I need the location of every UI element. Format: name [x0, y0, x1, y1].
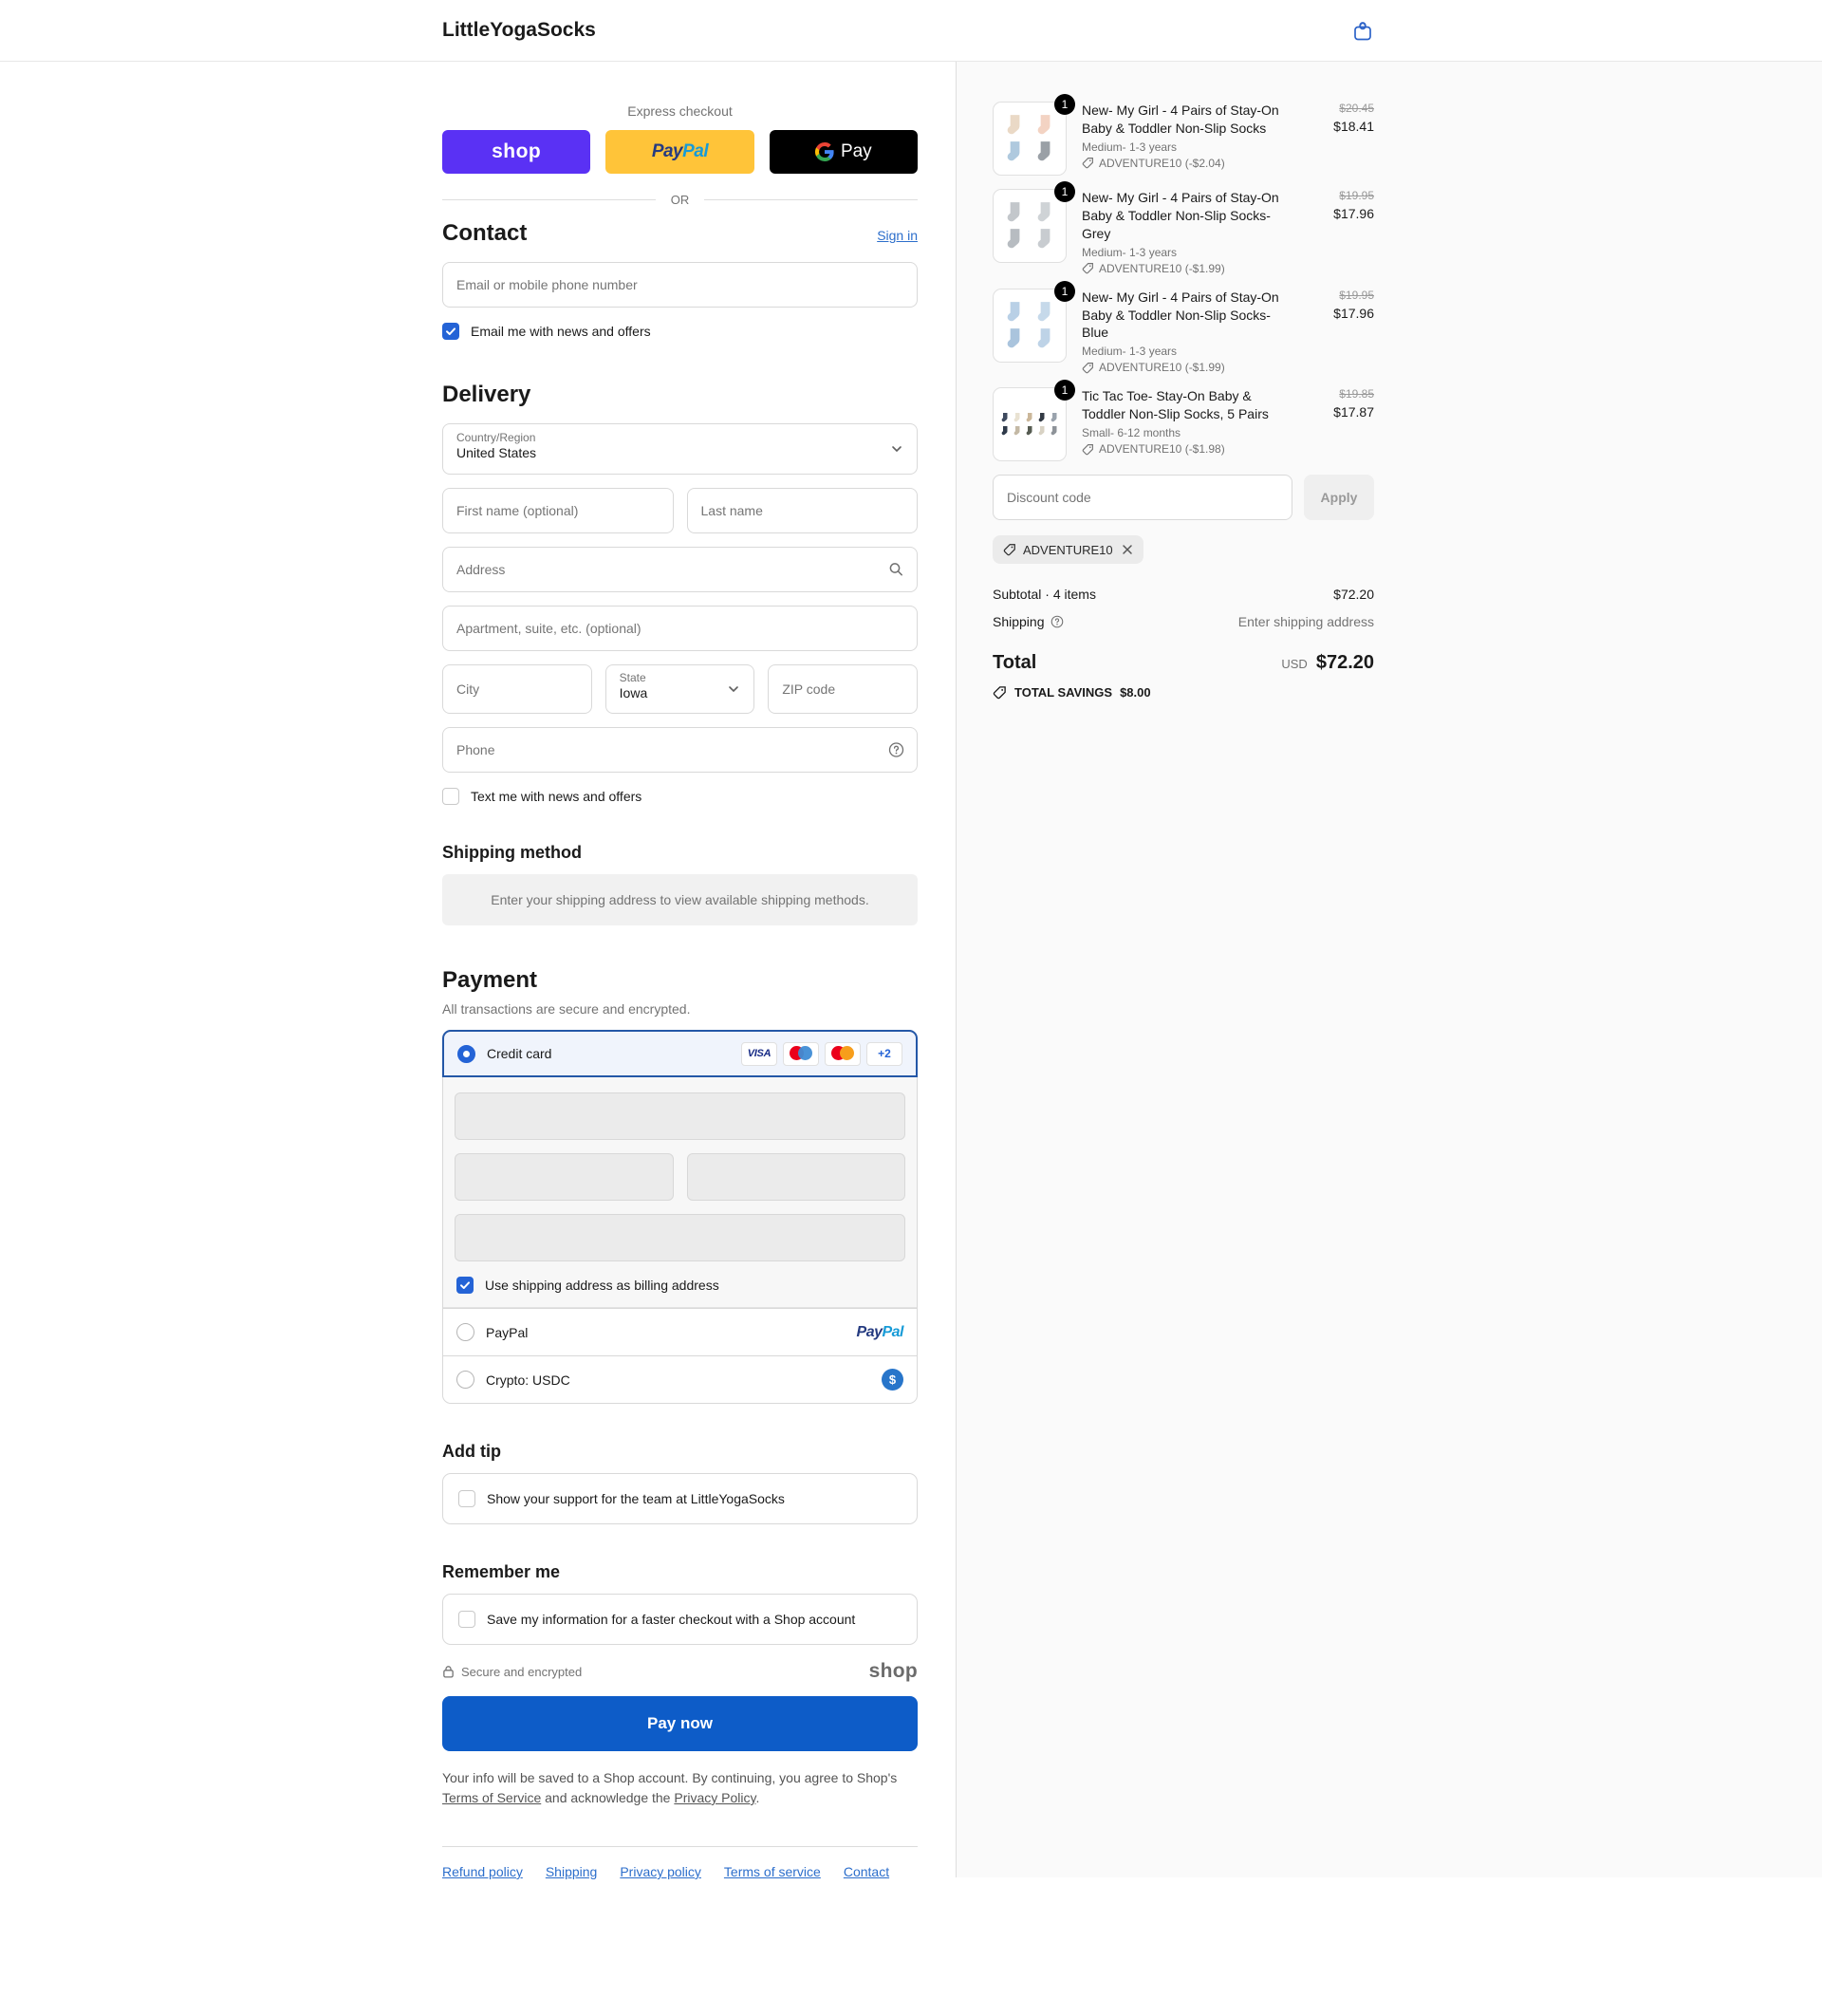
address-field[interactable] — [442, 547, 918, 592]
discount-code-input[interactable] — [993, 475, 1292, 520]
chevron-down-icon — [890, 442, 903, 456]
zip-field[interactable] — [768, 664, 918, 714]
promo-code: ADVENTURE10 (-$1.99) — [1099, 361, 1225, 375]
refund-policy-link[interactable]: Refund policy — [442, 1864, 523, 1879]
payment-heading: Payment — [442, 967, 538, 993]
privacy-policy-footer-link[interactable]: Privacy policy — [620, 1864, 701, 1879]
total-savings — [993, 685, 1374, 700]
order-summary — [956, 62, 1822, 1877]
product-thumbnail — [993, 189, 1067, 263]
radio-unselected-icon — [456, 1323, 474, 1341]
sms-news-checkbox[interactable] — [442, 788, 918, 805]
product-thumbnail — [993, 387, 1067, 461]
radio-unselected-icon — [456, 1371, 474, 1389]
shipping-method-note: Enter your shipping address to view available shipping methods. — [442, 874, 918, 925]
checkbox-unchecked-icon — [458, 1490, 475, 1507]
first-name-field[interactable] — [442, 488, 674, 533]
cart-item — [993, 284, 1374, 375]
product-title: New- My Girl - 4 Pairs of Stay-On Baby & Toddler Non-Slip Socks — [1082, 103, 1279, 136]
product-title: New- My Girl - 4 Pairs of Stay-On Baby & Toddler Non-Slip Socks- Blue — [1082, 289, 1279, 341]
credit-card-label: Credit card — [487, 1046, 552, 1061]
footer-links — [442, 1847, 918, 1908]
card-name-field[interactable] — [455, 1214, 905, 1261]
shop-pay-logo: shop — [492, 140, 542, 162]
country-select[interactable] — [442, 423, 918, 475]
shipping-method-heading: Shipping method — [442, 843, 582, 862]
card-cvv-field[interactable] — [687, 1153, 906, 1201]
promo-code: ADVENTURE10 (-$1.99) — [1099, 261, 1225, 275]
crypto-option-label: Crypto: USDC — [486, 1372, 570, 1388]
product-thumbnail — [993, 102, 1067, 176]
tip-box — [442, 1473, 918, 1524]
product-title: Tic Tac Toe- Stay-On Baby & Toddler Non-Slip Socks, 5 Pairs — [1082, 388, 1269, 422]
more-cards-badge: +2 — [866, 1042, 902, 1066]
product-variant: Medium- 1-3 years — [1082, 140, 1178, 154]
delivery-heading: Delivery — [442, 382, 531, 407]
quantity-badge: 1 — [1054, 281, 1075, 302]
paypal-logo: PayPal — [651, 141, 709, 161]
shop-logo: shop — [868, 1660, 918, 1682]
checkbox-checked-icon — [442, 323, 459, 340]
payment-methods — [442, 1030, 918, 1404]
state-label: State — [619, 671, 646, 684]
terms-of-service-link[interactable]: Terms of Service — [442, 1790, 542, 1805]
billing-address-label: Use shipping address as billing address — [485, 1278, 719, 1293]
crypto-usdc-option[interactable] — [443, 1355, 917, 1403]
add-tip-heading: Add tip — [442, 1442, 501, 1461]
remember-me-label: Save my information for a faster checkout with a Shop account — [487, 1612, 856, 1627]
sign-in-link[interactable]: Sign in — [877, 228, 918, 243]
apply-discount-button[interactable]: Apply — [1304, 475, 1374, 520]
store-name: LittleYogaSocks — [442, 19, 596, 41]
cart-item — [993, 383, 1374, 461]
shipping-label: Shipping — [993, 614, 1045, 630]
subtotal-value: $72.20 — [1333, 587, 1374, 603]
google-pay-button[interactable] — [770, 130, 918, 174]
discount-tags-icon — [993, 685, 1007, 700]
contact-heading: Contact — [442, 220, 528, 246]
country-label: Country/Region — [456, 431, 536, 444]
radio-selected-icon — [457, 1045, 475, 1063]
compare-price: $20.45 — [1339, 102, 1374, 115]
payment-subtitle: All transactions are secure and encrypted. — [442, 1001, 691, 1017]
shipping-link[interactable]: Shipping — [545, 1864, 598, 1879]
paypal-express-button[interactable] — [605, 130, 753, 174]
item-price: $17.96 — [1333, 206, 1374, 221]
help-circle-icon[interactable] — [1050, 615, 1064, 628]
tag-icon — [1082, 362, 1094, 374]
phone-field[interactable] — [442, 727, 918, 773]
product-variant: Medium- 1-3 years — [1082, 245, 1178, 259]
chevron-down-icon — [727, 682, 740, 696]
terms-of-service-footer-link[interactable]: Terms of service — [723, 1864, 821, 1879]
paypal-option-label: PayPal — [486, 1324, 529, 1340]
city-field[interactable] — [442, 664, 592, 714]
tag-icon — [1082, 157, 1094, 169]
express-checkout-label: Express checkout — [627, 103, 733, 119]
card-number-field[interactable] — [455, 1092, 905, 1140]
pay-now-button[interactable]: Pay now — [442, 1696, 918, 1751]
compare-price: $19.95 — [1339, 288, 1374, 302]
shipping-value: Enter shipping address — [1237, 614, 1374, 630]
credit-card-form — [443, 1077, 917, 1308]
help-circle-icon[interactable] — [888, 742, 904, 758]
product-thumbnail — [993, 289, 1067, 363]
quantity-badge: 1 — [1054, 380, 1075, 401]
checkout-header — [0, 0, 1822, 62]
subtotal-label: Subtotal · 4 items — [993, 587, 1096, 603]
mastercard-icon — [825, 1042, 861, 1066]
total-label: Total — [993, 652, 1037, 674]
applied-discount-code: ADVENTURE10 — [1023, 542, 1113, 557]
remember-me-checkbox[interactable] — [458, 1611, 855, 1628]
compare-price: $19.95 — [1339, 189, 1374, 202]
cart-item — [993, 185, 1374, 275]
apartment-field[interactable] — [442, 606, 918, 651]
last-name-field[interactable] — [687, 488, 919, 533]
credit-card-option[interactable] — [442, 1030, 918, 1077]
email-news-checkbox[interactable] — [442, 323, 918, 340]
maestro-icon — [783, 1042, 819, 1066]
promo-code: ADVENTURE10 (-$1.98) — [1099, 442, 1225, 457]
product-title: New- My Girl - 4 Pairs of Stay-On Baby & Toddler Non-Slip Socks- Grey — [1082, 190, 1279, 241]
secure-label: Secure and encrypted — [461, 1664, 583, 1679]
legal-text: Your info will be saved to a Shop account. By continuing, you agree to Shop's Terms of Service and acknowledge the Privacy Policy. — [442, 1770, 898, 1805]
checkbox-unchecked-icon — [458, 1611, 475, 1628]
billing-address-checkbox[interactable] — [456, 1277, 905, 1294]
currency-code: USD — [1281, 657, 1308, 672]
country-value: United States — [456, 445, 537, 460]
checkout-main-column — [0, 62, 956, 1908]
lock-icon — [442, 1665, 455, 1678]
remember-me-box — [442, 1594, 918, 1645]
cart-item — [993, 98, 1374, 176]
email-news-label: Email me with news and offers — [471, 324, 651, 339]
paypal-option[interactable] — [443, 1308, 917, 1355]
privacy-policy-link[interactable]: Privacy Policy — [674, 1790, 756, 1805]
item-price: $18.41 — [1333, 119, 1374, 134]
quantity-badge: 1 — [1054, 181, 1075, 202]
state-select[interactable] — [605, 664, 755, 714]
sms-news-label: Text me with news and offers — [471, 789, 642, 804]
contact-link[interactable]: Contact — [843, 1864, 890, 1879]
visa-icon: VISA — [741, 1042, 777, 1066]
product-variant: Small- 6-12 months — [1082, 426, 1181, 440]
applied-discount-pill — [993, 535, 1143, 564]
item-price: $17.87 — [1333, 404, 1374, 420]
tip-checkbox[interactable] — [458, 1490, 785, 1507]
card-expiry-field[interactable] — [455, 1153, 674, 1201]
tag-icon — [1082, 262, 1094, 274]
state-value: Iowa — [619, 685, 648, 700]
product-variant: Medium- 1-3 years — [1082, 345, 1178, 359]
google-g-icon — [815, 142, 834, 161]
quantity-badge: 1 — [1054, 94, 1075, 115]
usdc-icon: $ — [882, 1369, 903, 1391]
remove-discount-icon[interactable] — [1122, 544, 1133, 555]
gpay-label: Pay — [840, 141, 872, 161]
paypal-logo: Pay Pal — [856, 1323, 903, 1340]
promo-code: ADVENTURE10 (-$2.04) — [1099, 156, 1225, 170]
tip-label: Show your support for the team at LittleYogaSocks — [487, 1491, 785, 1506]
item-price: $17.96 — [1333, 305, 1374, 321]
tag-icon — [1003, 543, 1016, 556]
total-value: $72.20 — [1315, 652, 1374, 674]
savings-value: $8.00 — [1120, 685, 1151, 700]
shop-pay-button[interactable] — [442, 130, 590, 174]
tag-icon — [1082, 443, 1094, 456]
checkbox-unchecked-icon — [442, 788, 459, 805]
savings-label: TOTAL SAVINGS — [1014, 685, 1113, 700]
checkbox-checked-icon — [456, 1277, 474, 1294]
cart-bag-icon[interactable] — [1349, 18, 1376, 45]
remember-me-heading: Remember me — [442, 1562, 561, 1581]
or-divider: OR — [442, 193, 918, 207]
search-icon — [888, 562, 904, 578]
email-field[interactable] — [442, 262, 918, 308]
compare-price: $19.85 — [1339, 387, 1374, 401]
